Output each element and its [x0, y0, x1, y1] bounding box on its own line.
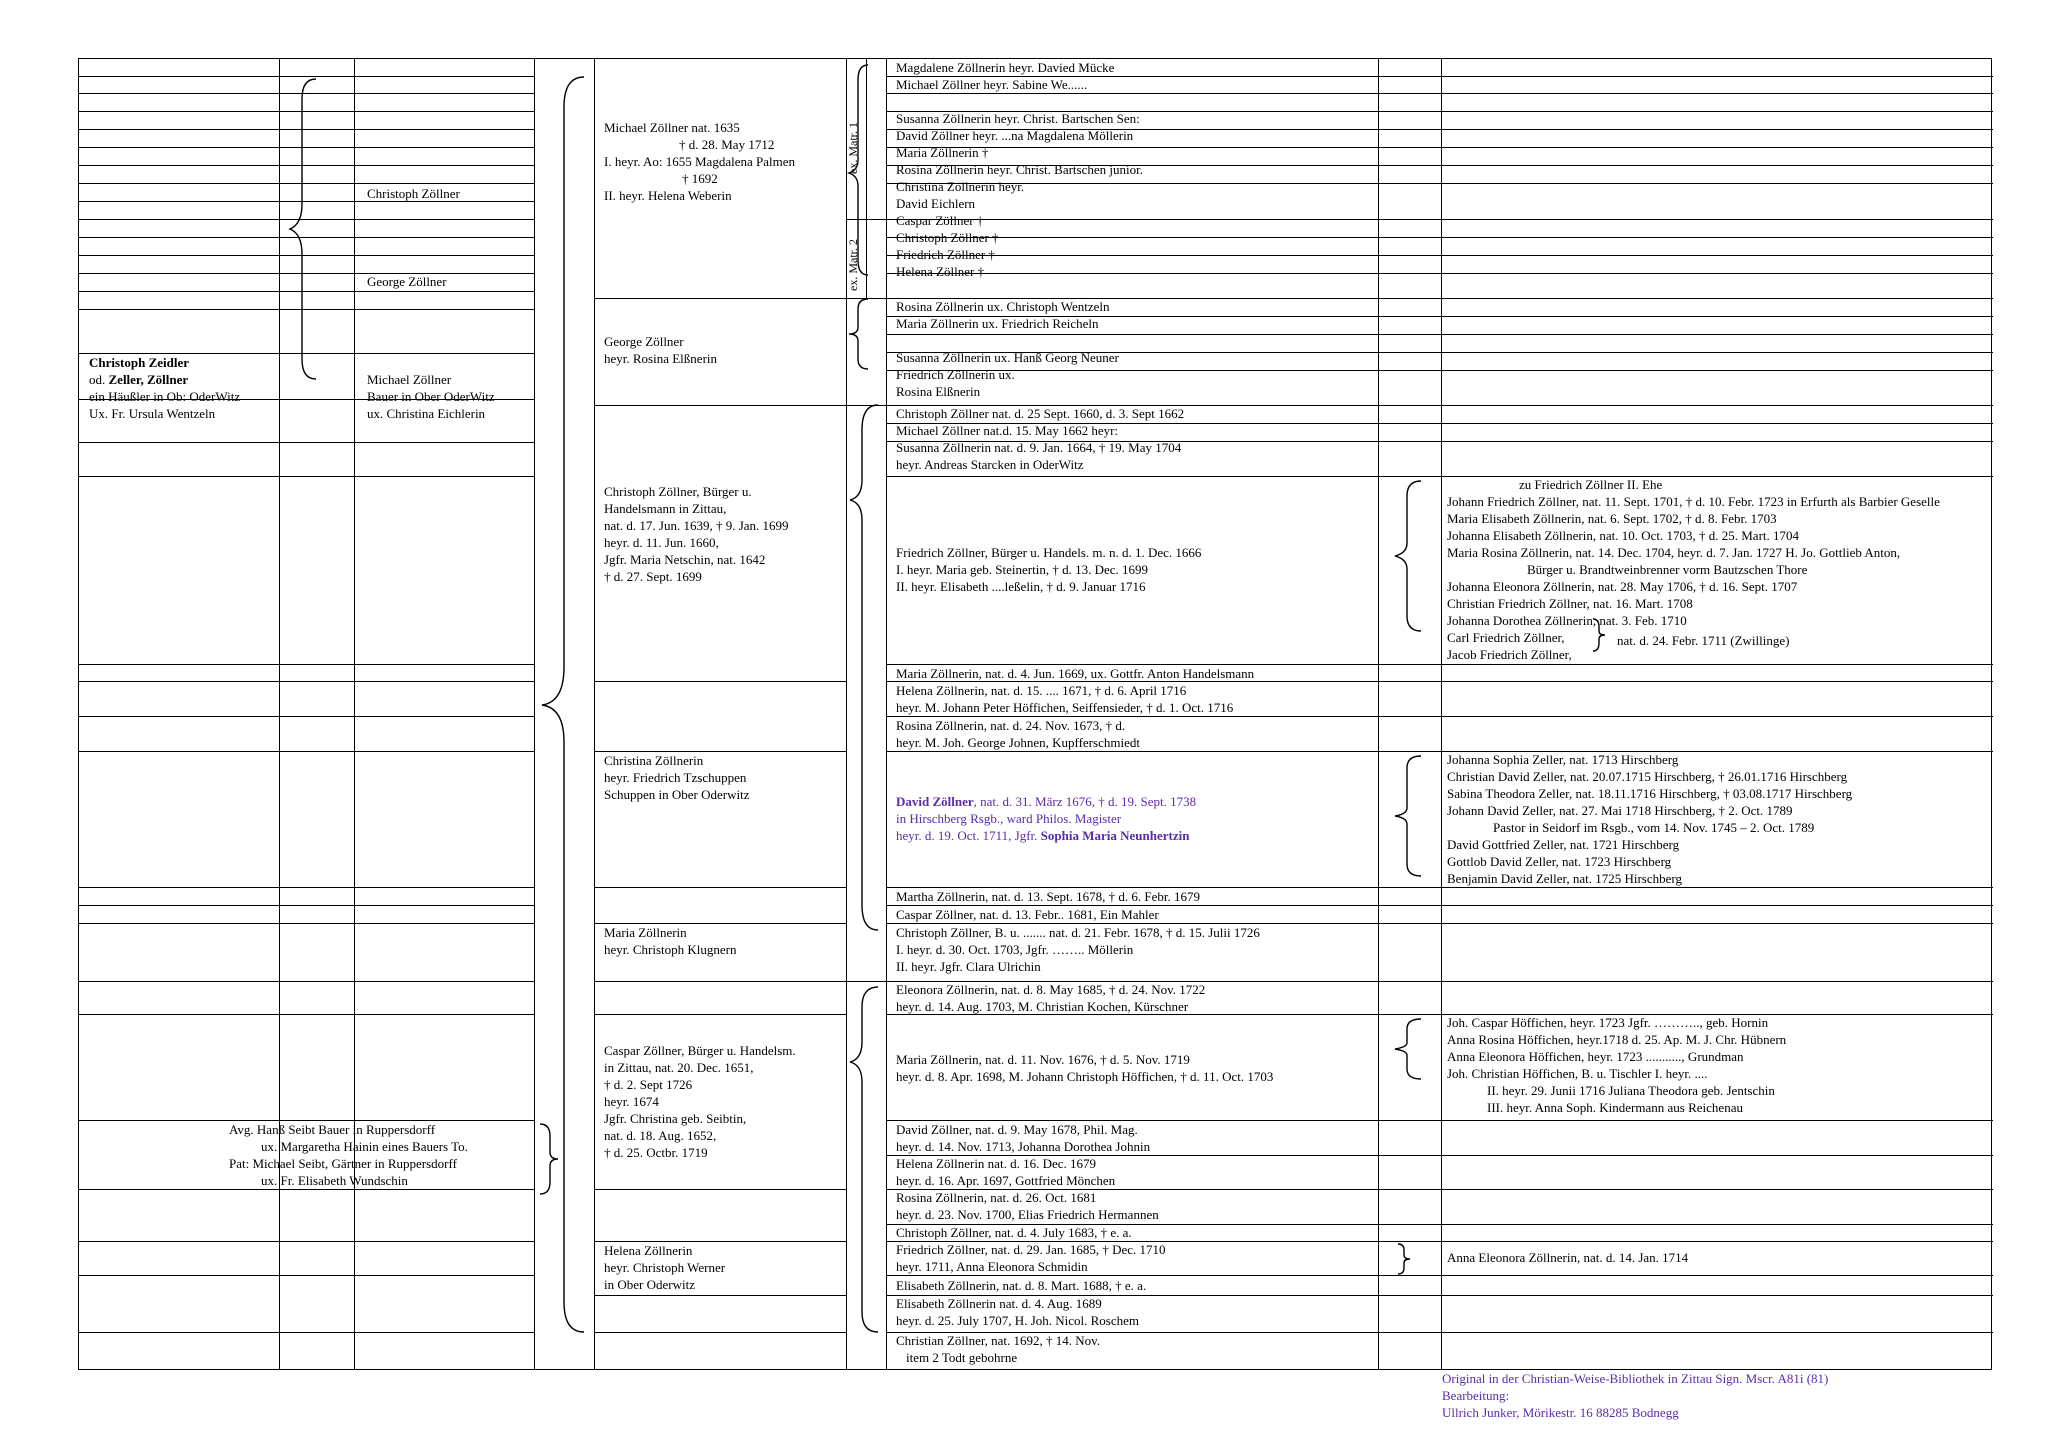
entry-line: † d. 2. Sept 1726 [604, 1077, 693, 1092]
wife-parents-line1: Avg. Hanß Seibt Bauer in Ruppersdorff [229, 1122, 436, 1137]
entry-line: Schuppen in Ober Oderwitz [604, 787, 750, 802]
entry-line: heyr. d. 11. Jun. 1660, [604, 535, 719, 550]
grandchild-entry: Johanna Eleonora Zöllnerin, nat. 28. May 1706, † d. 16. Sept. 1707 [1447, 579, 1798, 594]
grandchild-entry: Christian David Zeller, nat. 20.07.1715 Hirschberg, † 26.01.1716 Hirschberg [1447, 769, 1848, 784]
granddaughter-helena [604, 1242, 725, 1293]
grandson-christoph [604, 483, 789, 585]
child-entry: Friedrich Zöllner, Bürger u. Handels. m. n. d. 1. Dec. 1666 [896, 545, 1202, 560]
progenitor-alias: Zeller, Zöllner [108, 372, 189, 387]
entry-line: nat. d. 17. Jun. 1639, † 9. Jan. 1699 [604, 518, 789, 533]
child-entry: heyr. 1711, Anna Eleonora Schmidin [896, 1259, 1088, 1274]
child-entry: Michael Zöllner nat.d. 15. May 1662 heyr: [896, 423, 1119, 438]
entry-line: † 1692 [682, 171, 718, 186]
child-entry: heyr. Andreas Starcken in OderWitz [896, 457, 1084, 472]
rosina-1673-entry [896, 717, 1140, 751]
child-entry: heyr. d. 8. Apr. 1698, M. Johann Christoph Höffichen, † d. 11. Oct. 1703 [896, 1069, 1274, 1084]
child-entry: Christoph Zöllner, B. u. ....... nat. d. 21. Febr. 1678, † d. 15. Julii 1726 [896, 925, 1260, 940]
friedrich-entry [896, 544, 1201, 595]
grandchild-entry: Pastor in Seidorf im Rsgb., vom 14. Nov. 1745 – 2. Oct. 1789 [1493, 820, 1815, 835]
grandchild-entry: David Gottfried Zeller, nat. 1721 Hirschberg [1447, 837, 1680, 852]
progenitor-alias-prefix: od. [89, 372, 109, 387]
grandchild-entry: Johann Friedrich Zöllner, nat. 11. Sept. 1701, † d. 10. Febr. 1723 in Erfurth als Barbier Geselle [1447, 494, 1940, 509]
child-entry: Helena Zöllnerin nat. d. 16. Dec. 1679 [896, 1156, 1096, 1171]
david-line1: , nat. d. 31. März 1676, † d. 19. Sept. 1738 [973, 794, 1197, 809]
child-entry: Susanna Zöllnerin nat. d. 9. Jan. 1664, † 19. May 1704 [896, 440, 1182, 455]
child-entry: heyr. M. Joh. George Johnen, Kupfferschmiedt [896, 735, 1140, 750]
entry-line: I. heyr. Ao: 1655 Magdalena Palmen [604, 154, 795, 169]
granddaughter-christina [604, 752, 750, 803]
child-entry: Helena Zöllner † [896, 264, 985, 279]
david-line2: in Hirschberg Rsgb., ward Philos. Magister [896, 811, 1122, 826]
grandchild-entry: Sabina Theodora Zeller, nat. 18.11.1716 Hirschberg, † 03.08.1717 Hirschberg [1447, 786, 1853, 801]
grandchild-entry: Benjamin David Zeller, nat. 1725 Hirschberg [1447, 871, 1682, 886]
child-entry: heyr. d. 14. Aug. 1703, M. Christian Kochen, Kürschner [896, 999, 1189, 1014]
eleonora-entry [896, 981, 1205, 1015]
entry-line: in Zittau, nat. 20. Dec. 1651, [604, 1060, 754, 1075]
maria-kids-list [1447, 1014, 1786, 1116]
child-entry: Michael Zöllner heyr. Sabine We...... [896, 77, 1088, 92]
son-michael-line: Michael Zöllner [367, 372, 452, 387]
david-line3: heyr. d. 19. Oct. 1711, Jgfr. [896, 828, 1041, 843]
christoph-1683-entry: Christoph Zöllner, nat. d. 4. July 1683, † e. a. [896, 1225, 1132, 1240]
maria-1676-entry [896, 1051, 1273, 1085]
elisabeth-1689-entry [896, 1295, 1139, 1329]
twins-note: nat. d. 24. Febr. 1711 (Zwillinge) [1617, 633, 1790, 648]
entry-line: † d. 27. Sept. 1699 [604, 569, 702, 584]
grandchild-entry: Johann David Zeller, nat. 27. Mai 1718 Hirschberg, † 2. Oct. 1789 [1447, 803, 1793, 818]
child-entry: Friedrich Zöllner, nat. d. 29. Jan. 1685, † Dec. 1710 [896, 1242, 1166, 1257]
son-christoph: Christoph Zöllner [367, 186, 460, 201]
grandchild-entry: Maria Rosina Zöllnerin, nat. 14. Dec. 1704, heyr. d. 7. Jan. 1727 H. Jo. Gottlieb Anton, [1447, 545, 1901, 560]
progenitor-entry [89, 354, 240, 422]
grandchild-entry: Gottlob David Zeller, nat. 1723 Hirschberg [1447, 854, 1672, 869]
child-entry: Rosina Elßnerin [896, 384, 981, 399]
grandchild-entry: Johanna Elisabeth Zöllnerin, nat. 10. Oct. 1703, † d. 25. Mart. 1704 [1447, 528, 1800, 543]
child-entry: Maria Zöllnerin † [896, 145, 989, 160]
helena-1671-entry [896, 682, 1233, 716]
grandchild-entry: Joh. Caspar Höffichen, heyr. 1723 Jgfr. ……….., geb. Hornin [1447, 1015, 1769, 1030]
caspar-1681-entry: Caspar Zöllner, nat. d. 13. Febr.. 1681, Ein Mahler [896, 907, 1159, 922]
child-entry: heyr. d. 14. Nov. 1713, Johanna Dorothea Johnin [896, 1139, 1151, 1154]
child-entry: heyr. d. 16. Apr. 1697, Gottfried Mönchen [896, 1173, 1116, 1188]
brace-icon [1589, 619, 1609, 651]
grandchild-entry: Jacob Friedrich Zöllner, [1447, 647, 1572, 662]
child-entry: David Zöllner, nat. d. 9. May 1678, Phil. Mag. [896, 1122, 1138, 1137]
child-entry: Friedrich Zöllner † [896, 247, 995, 262]
entry-line: nat. d. 18. Aug. 1652, [604, 1128, 717, 1143]
grandchild-entry: Maria Elisabeth Zöllnerin, nat. 6. Sept. 1702, † d. 8. Febr. 1703 [1447, 511, 1777, 526]
entry-line: Handelsmann in Zittau, [604, 501, 727, 516]
david-wife: Sophia Maria Neunhertzin [1040, 828, 1190, 843]
brace-icon [534, 1124, 564, 1194]
david-1678-entry [896, 1121, 1150, 1155]
anna-eleonora-entry: Anna Eleonora Zöllnerin, nat. d. 14. Jan. 1714 [1447, 1250, 1689, 1265]
child-entry [896, 332, 1119, 349]
entry-line: heyr. Christoph Werner [604, 1260, 726, 1275]
child-entry: Rosina Zöllnerin, nat. d. 26. Oct. 1681 [896, 1190, 1097, 1205]
brace-icon [284, 79, 324, 379]
entry-line: heyr. 1674 [604, 1094, 659, 1109]
child-entry: II. heyr. Jgfr. Clara Ulrichin [896, 959, 1041, 974]
christian-1692-entry [896, 1332, 1100, 1366]
entry-line: Maria Zöllnerin [604, 925, 687, 940]
grandchild-entry: Christian Friedrich Zöllner, nat. 16. Mart. 1708 [1447, 596, 1693, 611]
brace-icon [846, 299, 876, 369]
entry-line: Michael Zöllner nat. 1635 [604, 120, 740, 135]
entry-line: Christoph Zöllner, Bürger u. [604, 484, 752, 499]
child-entry: David Eichlern [896, 196, 976, 211]
son-michael-line: Bauer in Ober OderWitz [367, 389, 495, 404]
grandchild-entry: Carl Friedrich Zöllner, [1447, 630, 1565, 645]
child-entry: II. heyr. Elisabeth ....leßelin, † d. 9. Januar 1716 [896, 579, 1146, 594]
entry-line: heyr. Friedrich Tzschuppen [604, 770, 747, 785]
child-entry: I. heyr. d. 30. Oct. 1703, Jgfr. …….. Möllerin [896, 942, 1134, 957]
michael-children-list [896, 59, 1143, 280]
entry-line: Jgfr. Christina geb. Seibtin, [604, 1111, 747, 1126]
maria-1669-entry: Maria Zöllnerin, nat. d. 4. Jun. 1669, ux. Gottfr. Anton Handelsmann [896, 666, 1255, 681]
brace-icon [1394, 1244, 1414, 1274]
child-entry: Magdalene Zöllnerin heyr. Davied Mücke [896, 60, 1115, 75]
child-entry: Friedrich Zöllnerin ux. [896, 367, 1015, 382]
christoph-children-top [896, 405, 1184, 473]
child-entry: Christina Zöllnerin heyr. [896, 179, 1025, 194]
elisabeth-1688-entry: Elisabeth Zöllnerin, nat. d. 8. Mart. 1688, † e. a. [896, 1278, 1147, 1293]
grandchild-entry: Bürger u. Brandtweinbrenner vorm Bautzschen Thore [1527, 562, 1808, 577]
entry-line: in Ober Oderwitz [604, 1277, 695, 1292]
grandchild-entry: Johanna Dorothea Zöllnerin, nat. 3. Feb. 1710 [1447, 613, 1687, 628]
grandchild-entry: Anna Rosina Höffichen, heyr.1718 d. 25. Ap. M. J. Chr. Hübnern [1447, 1032, 1787, 1047]
child-entry: Maria Zöllnerin, nat. d. 11. Nov. 1676, † d. 5. Nov. 1719 [896, 1052, 1190, 1067]
child-entry: Maria Zöllnerin ux. Friedrich Reicheln [896, 316, 1099, 331]
genealogy-table [78, 58, 1992, 1370]
entry-line: II. heyr. Helena Weberin [604, 188, 732, 203]
grandchild-entry: Anna Eleonora Höffichen, heyr. 1723 ..........., Grundman [1447, 1049, 1744, 1064]
child-entry: item 2 Todt gebohrne [906, 1350, 1018, 1365]
child-entry: Rosina Zöllnerin heyr. Christ. Bartschen junior. [896, 162, 1143, 177]
grandson-george [604, 333, 717, 367]
brace-icon [846, 65, 876, 275]
brace-icon [1389, 756, 1429, 876]
child-entry: Elisabeth Zöllnerin nat. d. 4. Aug. 1689 [896, 1296, 1102, 1311]
child-entry: Helena Zöllnerin, nat. d. 15. .... 1671, † d. 6. April 1716 [896, 683, 1187, 698]
wife-parents-line3: Pat: Michael Seibt, Gärtner in Ruppersdorff [229, 1156, 457, 1171]
christoph-1678-entry [896, 924, 1260, 975]
entry-line: George Zöllner [604, 334, 684, 349]
entry-line: heyr. Rosina Elßnerin [604, 351, 718, 366]
child-entry: heyr. M. Johann Peter Höffichen, Seiffensieder, † d. 1. Oct. 1716 [896, 700, 1234, 715]
george-children-list [896, 298, 1119, 400]
brace-icon [846, 405, 886, 930]
wife-parents-line2: ux. Margaretha Hainin eines Bauers To. [261, 1139, 468, 1154]
grandchild-entry: Joh. Christian Höffichen, B. u. Tischler I. heyr. .... [1447, 1066, 1708, 1081]
son-michael-line: ux. Christina Eichlerin [367, 406, 486, 421]
footnote-line: Bearbeitung: [1442, 1388, 1510, 1403]
friedrich-1685-entry [896, 1241, 1166, 1275]
martha-entry: Martha Zöllnerin, nat. d. 13. Sept. 1678, † d. 6. Febr. 1679 [896, 889, 1201, 904]
entry-line: † d. 28. May 1712 [679, 137, 775, 152]
david-kids-list [1447, 752, 1852, 888]
grandchild-entry: II. heyr. 29. Junii 1716 Juliana Theodora geb. Jentschin [1487, 1083, 1775, 1098]
granddaughter-maria [604, 924, 737, 958]
source-footnote [1442, 1370, 1828, 1421]
brace-icon [1389, 1019, 1429, 1079]
helena-1679-entry [896, 1155, 1115, 1189]
child-entry: Rosina Zöllnerin, nat. d. 24. Nov. 1673, † d. [896, 718, 1126, 733]
progenitor-line4: Ux. Fr. Ursula Wentzeln [89, 406, 216, 421]
child-entry: Christoph Zöllner † [896, 230, 999, 245]
matr-label-2: ex. Matr. 2 [846, 239, 860, 291]
child-entry: Susanna Zöllnerin heyr. Christ. Bartschen Sen: [896, 111, 1140, 126]
grandchild-entry: III. heyr. Anna Soph. Kindermann aus Reichenau [1487, 1100, 1743, 1115]
entry-line: Jgfr. Maria Netschin, nat. 1642 [604, 552, 766, 567]
grandson-caspar [604, 1042, 796, 1161]
grandchild-entry: zu Friedrich Zöllner II. Ehe [1519, 477, 1663, 492]
matr-label-1: ex. Matr. 1 [846, 122, 860, 174]
child-entry: Caspar Zöllner † [896, 213, 984, 228]
child-entry: Christian Zöllner, nat. 1692, † 14. Nov. [896, 1333, 1101, 1348]
grandchild-entry: Johanna Sophia Zeller, nat. 1713 Hirschberg [1447, 752, 1679, 767]
child-entry: Eleonora Zöllnerin, nat. d. 8. May 1685, † d. 24. Nov. 1722 [896, 982, 1206, 997]
child-entry: Christoph Zöllner nat. d. 25 Sept. 1660, d. 3. Sept 1662 [896, 406, 1185, 421]
child-entry: I. heyr. Maria geb. Steinertin, † d. 13. Dec. 1699 [896, 562, 1148, 577]
entry-line: Caspar Zöllner, Bürger u. Handelsm. [604, 1043, 796, 1058]
entry-line: Helena Zöllnerin [604, 1243, 693, 1258]
child-entry: David Zöllner heyr. ...na Magdalena Möllerin [896, 128, 1134, 143]
child-entry: heyr. d. 25. July 1707, H. Joh. Nicol. Roschem [896, 1313, 1140, 1328]
brace-icon [846, 987, 886, 1332]
child-entry: Rosina Zöllnerin ux. Christoph Wentzeln [896, 299, 1110, 314]
grandson-michael [604, 119, 795, 204]
wife-parents-entry [229, 1121, 468, 1189]
entry-line: heyr. Christoph Klugnern [604, 942, 737, 957]
david-name: David Zöllner [896, 794, 974, 809]
footnote-line: Original in der Christian-Weise-Bibliothek in Zittau Sign. Mscr. A81i (81) [1442, 1371, 1829, 1386]
progenitor-name: Christoph Zeidler [89, 355, 190, 370]
entry-line: † d. 25. Octbr. 1719 [604, 1145, 708, 1160]
entry-line: Christina Zöllnerin [604, 753, 704, 768]
progenitor-line3: ein Häußler in Ob: OderWitz [89, 389, 241, 404]
child-entry [896, 93, 1143, 110]
wife-parents-line4: ux. Fr. Elisabeth Wundschin [261, 1173, 408, 1188]
footnote-line: Ullrich Junker, Mörikestr. 16 88285 Bodnegg [1442, 1405, 1679, 1420]
rosina-1681-entry [896, 1189, 1159, 1223]
son-michael [367, 371, 495, 422]
child-entry: heyr. d. 23. Nov. 1700, Elias Friedrich Hermannen [896, 1207, 1159, 1222]
david-1676-entry [896, 793, 1196, 844]
child-entry: Susanna Zöllnerin ux. Hanß Georg Neuner [896, 350, 1119, 365]
son-george: George Zöllner [367, 274, 447, 289]
brace-icon [1389, 481, 1429, 631]
